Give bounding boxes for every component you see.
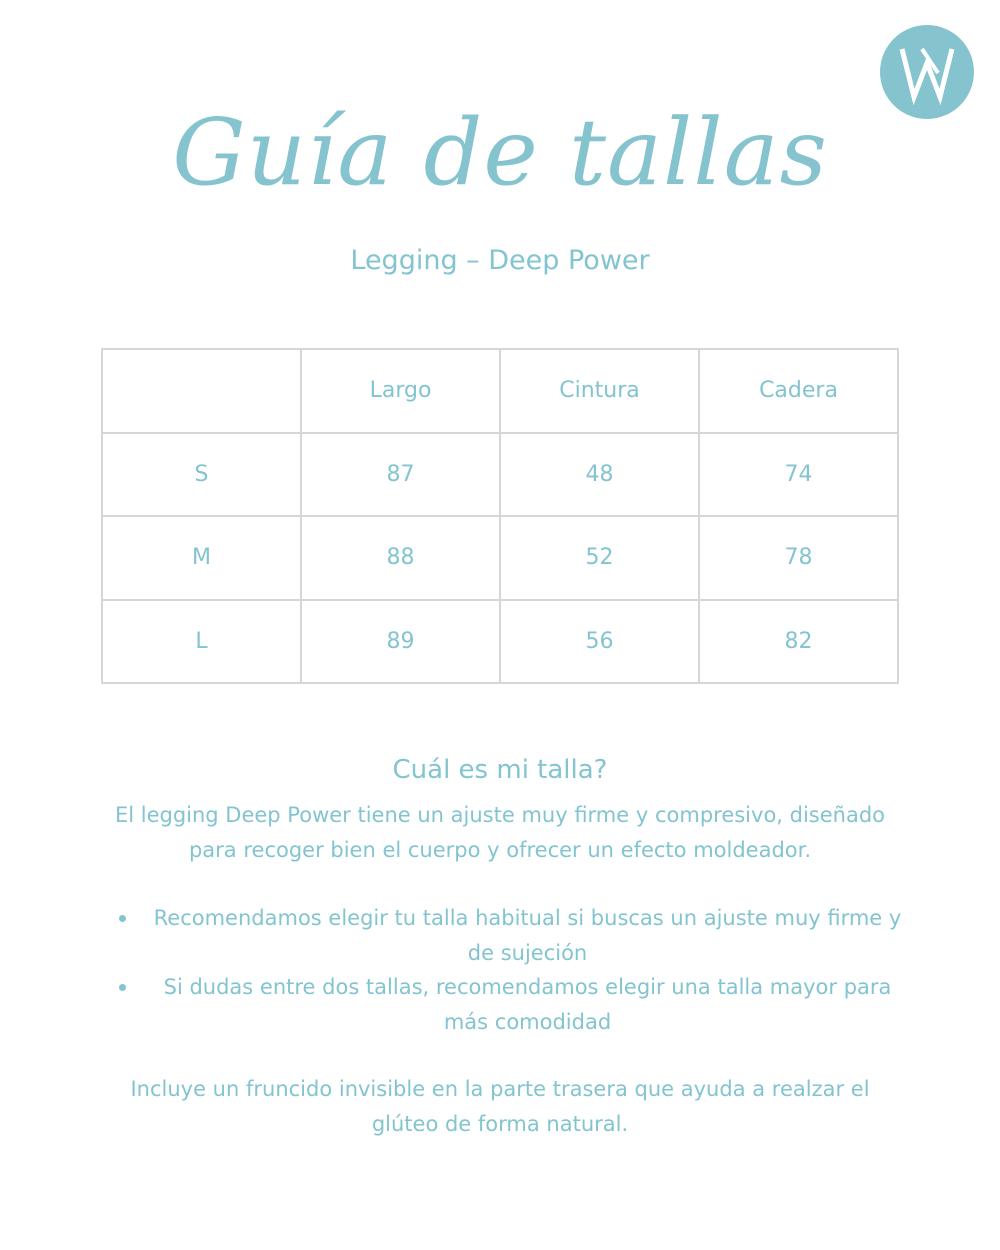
largo-value: 87: [301, 433, 500, 517]
bullet-dot-icon: [119, 915, 126, 922]
table-row: [102, 433, 898, 517]
header-cell-cintura: Cintura: [500, 349, 699, 433]
header-cell-empty: [102, 349, 301, 433]
largo-value: 88: [301, 516, 500, 600]
product-subtitle: Legging – Deep Power: [350, 245, 650, 276]
fit-intro-text: El legging Deep Power tiene un ajuste muy firme y compresivo, diseñado para recoger bien el cuerpo y ofrecer un efecto moldeador.: [114, 803, 886, 862]
list-item-text: Si dudas entre dos tallas, recomendamos elegir una talla mayor para más comodidad: [163, 975, 892, 1034]
bullet-dot-icon: [119, 984, 126, 991]
size-label: S: [102, 433, 301, 517]
cintura-value: 56: [500, 600, 699, 684]
largo-value: 89: [301, 600, 500, 684]
recommendation-list: [110, 901, 910, 1039]
size-label: L: [102, 600, 301, 684]
list-item-text: Recomendamos elegir tu talla habitual si buscas un ajuste muy firme y de sujeción: [153, 906, 902, 965]
table-header-row: [102, 349, 898, 433]
list-item: [110, 970, 910, 1039]
cadera-value: 82: [699, 600, 898, 684]
list-item: [110, 901, 910, 970]
header-cell-largo: Largo: [301, 349, 500, 433]
fit-closing-text: Incluye un fruncido invisible en la parte trasera que ayuda a realzar el glúteo de forma natural.: [130, 1077, 870, 1136]
header-cell-cadera: Cadera: [699, 349, 898, 433]
size-label: M: [102, 516, 301, 600]
table-row: [102, 516, 898, 600]
table-row: [102, 600, 898, 684]
page-title: Guía de tallas: [172, 99, 828, 206]
size-chart-table: [101, 348, 899, 684]
cintura-value: 48: [500, 433, 699, 517]
cadera-value: 78: [699, 516, 898, 600]
cadera-value: 74: [699, 433, 898, 517]
fit-question-heading: Cuál es mi talla?: [392, 755, 608, 785]
cintura-value: 52: [500, 516, 699, 600]
